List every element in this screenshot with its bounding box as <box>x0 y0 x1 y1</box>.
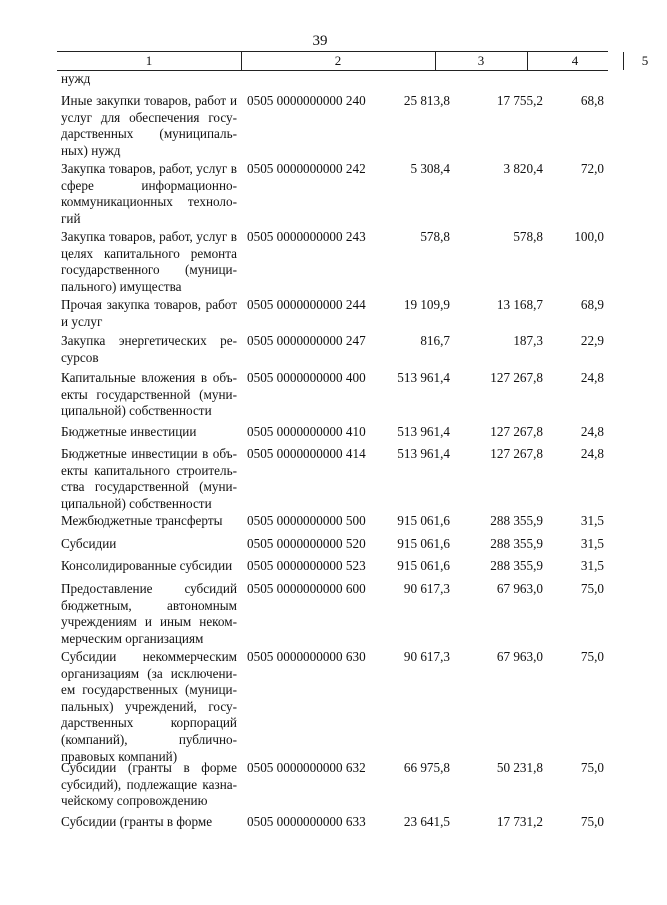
row-code: 0505 0000000000 243 <box>247 229 366 244</box>
row-percent: 75,0 <box>580 649 604 664</box>
row-percent: 31,5 <box>580 513 604 528</box>
row-plan: 23 641,5 <box>403 814 450 829</box>
row-actual: 578,8 <box>513 229 543 244</box>
row-name: Межбюджетные трансферты <box>61 513 223 528</box>
row-code: 0505 0000000000 400 <box>247 370 366 385</box>
row-name: Капитальные вложения в объ-екты государственной (муни-ципальной) собственности <box>61 370 237 419</box>
row-plan: 513 961,4 <box>397 424 450 439</box>
row-actual: 187,3 <box>513 333 543 348</box>
row-plan: 578,8 <box>420 229 450 244</box>
row-actual: 127 267,8 <box>490 446 543 461</box>
row-actual: 67 963,0 <box>496 581 543 596</box>
table-header <box>57 51 649 71</box>
row-code: 0505 0000000000 500 <box>247 513 366 528</box>
row-name: Субсидии <box>61 536 117 551</box>
row-percent: 68,8 <box>580 93 604 108</box>
row-name: Закупка товаров, работ, услуг в целях капитального ремонта государственного (муници-пального) имущества <box>61 229 237 294</box>
row-code: 0505 0000000000 630 <box>247 649 366 664</box>
row-percent: 24,8 <box>580 370 604 385</box>
row-name: Закупка энергетических ре-сурсов <box>61 333 237 365</box>
header-col-2: 2 <box>334 53 342 68</box>
row-name: Субсидии (гранты в форме субсидий), подлежащие казна-чейскому сопровождению <box>61 760 237 809</box>
row-name: Бюджетные инвестиции <box>61 424 197 439</box>
row-name: Предоставление субсидий бюджетным, автономным учреждениям и иным неком-мерческим организациям <box>61 581 237 646</box>
row-plan: 816,7 <box>420 333 450 348</box>
row-plan: 19 109,9 <box>403 297 450 312</box>
row-plan: 5 308,4 <box>410 161 450 176</box>
row-plan: 915 061,6 <box>397 558 450 573</box>
row-name: Консолидированные субсидии <box>61 558 233 573</box>
row-code: 0505 0000000000 244 <box>247 297 366 312</box>
row-actual: 13 168,7 <box>496 297 543 312</box>
row-code: 0505 0000000000 632 <box>247 760 366 775</box>
row-percent: 72,0 <box>580 161 604 176</box>
row-plan: 915 061,6 <box>397 513 450 528</box>
row-plan: 513 961,4 <box>397 446 450 461</box>
page-number: 39 <box>312 33 328 49</box>
row-plan: 513 961,4 <box>397 370 450 385</box>
header-col-1: 1 <box>145 53 153 68</box>
row-percent: 24,8 <box>580 446 604 461</box>
row-percent: 22,9 <box>580 333 604 348</box>
row-percent: 24,8 <box>580 424 604 439</box>
row-name: Иные закупки товаров, работ и услуг для обеспечения госу-дарственных (муниципаль-ных) нужд <box>61 93 237 158</box>
row-percent: 31,5 <box>580 536 604 551</box>
row-actual: 288 355,9 <box>490 536 543 551</box>
row-actual: 127 267,8 <box>490 424 543 439</box>
row-code: 0505 0000000000 414 <box>247 446 366 461</box>
row-code: 0505 0000000000 242 <box>247 161 366 176</box>
row-plan: 90 617,3 <box>403 649 450 664</box>
header-col-5: 5 <box>641 53 649 68</box>
row-name: Субсидии (гранты в форме <box>61 814 213 829</box>
row-code: 0505 0000000000 523 <box>247 558 366 573</box>
row-code: 0505 0000000000 600 <box>247 581 366 596</box>
row-code: 0505 0000000000 240 <box>247 93 366 108</box>
row-actual: 17 755,2 <box>496 93 543 108</box>
header-col-4: 4 <box>571 53 579 68</box>
row-actual: 3 820,4 <box>503 161 543 176</box>
row-plan: 90 617,3 <box>403 581 450 596</box>
row-actual: 127 267,8 <box>490 370 543 385</box>
row-actual: 288 355,9 <box>490 558 543 573</box>
row-name: Закупка товаров, работ, услуг в сфере информационно-коммуникационных техноло-гий <box>61 161 237 226</box>
row-plan: 915 061,6 <box>397 536 450 551</box>
row-actual: 288 355,9 <box>490 513 543 528</box>
row-percent: 68,9 <box>580 297 604 312</box>
row-code: 0505 0000000000 520 <box>247 536 366 551</box>
row-percent: 75,0 <box>580 581 604 596</box>
row-name: Прочая закупка товаров, работ и услуг <box>61 297 237 329</box>
row-percent: 100,0 <box>574 229 604 244</box>
row-code: 0505 0000000000 410 <box>247 424 366 439</box>
row-plan: 66 975,8 <box>403 760 450 775</box>
header-col-3: 3 <box>477 53 485 68</box>
row-code: 0505 0000000000 633 <box>247 814 366 829</box>
row-percent: 31,5 <box>580 558 604 573</box>
row-percent: 75,0 <box>580 760 604 775</box>
row-name: Субсидии некоммерческим организациям (за исключени-ем государственных (муници-пальных) учреждений, госу-дарственных корпораций (компаний), публично-правовых компаний) <box>61 649 237 764</box>
row-actual: 50 231,8 <box>496 760 543 775</box>
row-code: 0505 0000000000 247 <box>247 333 366 348</box>
row-plan: 25 813,8 <box>403 93 450 108</box>
row-percent: 75,0 <box>580 814 604 829</box>
row-name: Бюджетные инвестиции в объ-екты капитального строитель-ства государственной (муни-ципальной) собственности <box>61 446 237 511</box>
continued-text: нужд <box>61 71 91 86</box>
row-actual: 67 963,0 <box>496 649 543 664</box>
row-actual: 17 731,2 <box>496 814 543 829</box>
